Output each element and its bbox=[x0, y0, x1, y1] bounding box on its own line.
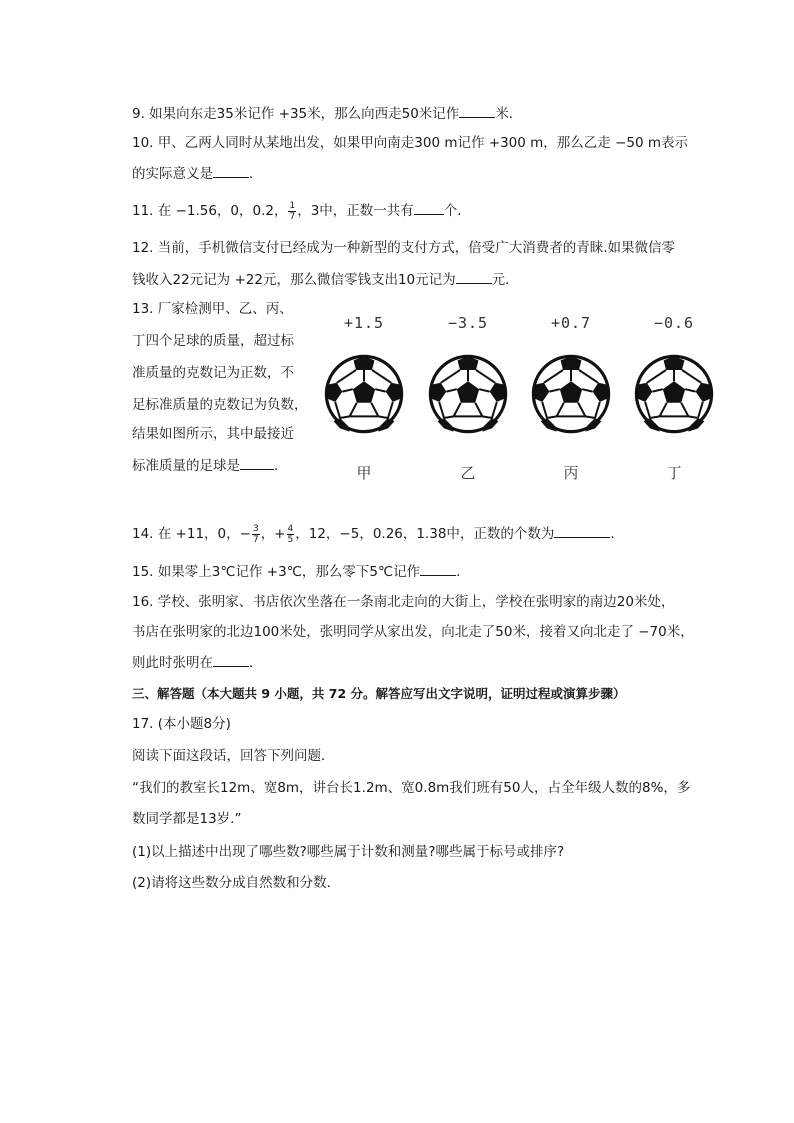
question-17-intro: 阅读下面这段话，回答下列问题． bbox=[132, 748, 335, 764]
ball-yi bbox=[426, 312, 510, 487]
ball-name-label: 甲 bbox=[356, 464, 372, 482]
answer-blank bbox=[456, 269, 492, 284]
question-13-line4: 足标准质量的克数记为负数， bbox=[132, 397, 308, 413]
question-10-line1: 10. 甲、乙两人同时从某地出发，如果甲向南走300 m记作 +300 m，那么乙走 −50 m表示 bbox=[132, 135, 689, 151]
ball-jia bbox=[322, 312, 406, 487]
question-17-quote-line1: “我们的教室长12m、宽8m，讲台长1.2m、宽0.8m我们班有50人，占全年级人数的8%，多 bbox=[132, 780, 691, 796]
question-16-line1: 16. 学校、张明家、书店依次坐落在一条南北走向的大街上，学校在张明家的南边20米处， bbox=[132, 594, 675, 610]
question-14: 14. 在 +11，0，− $\frac{3}{7}$ ，+ $\frac{4}{5}$ ，12，−5，0.26，1.38中，正数的个数为 ． bbox=[132, 523, 624, 545]
soccer-ball-icon bbox=[428, 354, 508, 434]
fraction: $\frac{4}{5}$ bbox=[287, 523, 294, 545]
question-13-line1: 13. 厂家检测甲、乙、丙、 bbox=[132, 301, 293, 317]
question-16-line3: 则此时张明在 ． bbox=[132, 652, 263, 673]
question-10-line2: 的实际意义是 ． bbox=[132, 163, 263, 184]
answer-blank bbox=[240, 455, 274, 470]
soccer-ball-figure bbox=[322, 312, 722, 492]
fraction: $\frac{1}{7}$ bbox=[289, 200, 296, 222]
ball-mass-label: +0.7 bbox=[550, 314, 592, 332]
answer-blank bbox=[414, 200, 444, 215]
fraction: $\frac{3}{7}$ bbox=[252, 523, 259, 545]
question-15: 15. 如果零上3℃记作 +3℃，那么零下5℃记作 ． bbox=[132, 561, 470, 582]
answer-blank bbox=[213, 652, 249, 667]
answer-blank bbox=[420, 561, 456, 576]
ball-name-label: 丁 bbox=[666, 464, 682, 482]
answer-blank bbox=[459, 103, 495, 118]
ball-name-label: 丙 bbox=[563, 464, 579, 482]
question-12-line2: 钱收入22元记为 +22元，那么微信零钱支出10元记为 元． bbox=[132, 269, 519, 290]
question-13-line2: 丁四个足球的质量，超过标 bbox=[132, 333, 294, 349]
ball-bing bbox=[529, 312, 613, 487]
soccer-ball-icon bbox=[531, 354, 611, 434]
section-3-heading: 三、解答题（本大题共 9 小题，共 72 分。解答应写出文字说明，证明过程或演算步骤） bbox=[132, 686, 626, 701]
ball-mass-label: −0.6 bbox=[653, 314, 695, 332]
question-17-quote-line2: 数同学都是13岁.” bbox=[132, 811, 242, 827]
ball-mass-label: −3.5 bbox=[447, 314, 489, 332]
soccer-ball-icon bbox=[634, 354, 714, 434]
question-11: 11. 在 −1.56，0，0.2， $\frac{1}{7}$ ，3中，正数一共有 个． bbox=[132, 200, 471, 222]
soccer-ball-icon bbox=[324, 354, 404, 434]
ball-name-label: 乙 bbox=[460, 464, 476, 482]
answer-blank bbox=[213, 163, 249, 178]
q9-text: 9. 如果向东走35米记作 +35米，那么向西走50米记作 bbox=[132, 106, 460, 122]
question-16-line2: 书店在张明家的北边100米处，张明同学从家出发，向北走了50米，接着又向北走了 −70米， bbox=[132, 624, 694, 640]
question-13-line6: 标准质量的足球是 ． bbox=[132, 455, 288, 476]
question-13-line3: 准质量的克数记为正数，不 bbox=[132, 365, 294, 381]
question-17-part1: (1)以上描述中出现了哪些数?哪些属于计数和测量?哪些属于标号或排序? bbox=[132, 844, 565, 860]
question-9: 9. 如果向东走35米记作 +35米，那么向西走50米记作 米． bbox=[132, 103, 522, 124]
question-13-line5: 结果如图所示，其中最接近 bbox=[132, 426, 294, 442]
question-17-part2: (2)请将这些数分成自然数和分数． bbox=[132, 875, 341, 891]
question-12-line1: 12. 当前，手机微信支付已经成为一种新型的支付方式，倍受广大消费者的青睐.如果微信零 bbox=[132, 240, 676, 256]
answer-blank bbox=[554, 523, 610, 538]
question-17-title: 17. (本小题8分) bbox=[132, 716, 231, 732]
ball-ding bbox=[632, 312, 716, 487]
ball-mass-label: +1.5 bbox=[343, 314, 385, 332]
